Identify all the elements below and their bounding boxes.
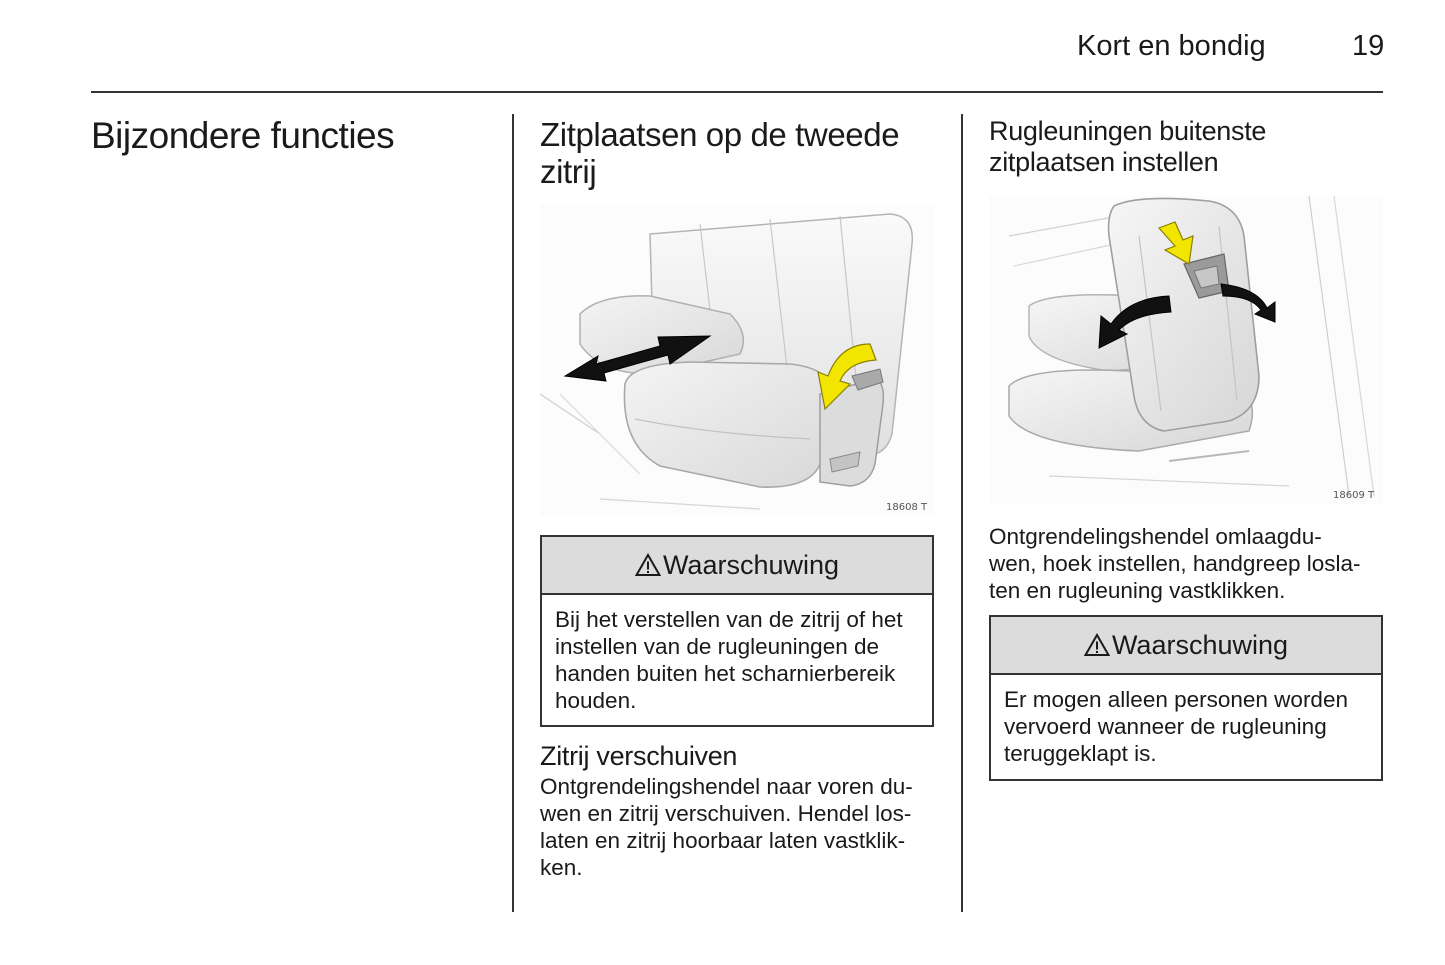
column-divider-left (512, 114, 514, 912)
page-number: 19 (1352, 30, 1385, 62)
backrest-adjust-illustration (989, 196, 1383, 504)
warning-triangle-icon (635, 553, 661, 577)
column-divider-right (961, 114, 963, 912)
subheading-slide-row: Zitrij verschuiven (540, 741, 738, 771)
warning-title: Waarschuwing (662, 549, 840, 580)
warning-text: Er mogen alleen personen worden vervoerd wanneer de rugleuning teruggeklapt is. (1004, 687, 1348, 766)
warning-title: Waarschuwing (1111, 629, 1289, 660)
warning-header (991, 617, 1381, 675)
warning-text: Bij het verstellen van de zitrij of het instellen van de rugleuningen de handen buiten het scharnierbereik houden. (555, 607, 903, 713)
warning-box-seat-row (540, 535, 934, 727)
backrest-instructions: Ontgrendelingshendel omlaagdu- wen, hoek instellen, handgreep losla- ten en rugleuning vastklikken. (989, 524, 1361, 603)
seat-slide-drawing (540, 204, 934, 516)
warning-box-backrest (989, 615, 1383, 781)
warning-header (542, 537, 932, 595)
seat-slide-illustration (540, 204, 934, 516)
figure-code: 18609 T (1333, 490, 1375, 501)
warning-triangle-icon (1084, 633, 1110, 657)
figure-code: 18608 T (886, 502, 928, 513)
backrest-adjust-drawing (989, 196, 1383, 504)
slide-row-instructions: Ontgrendelingshendel naar voren du- wen en zitrij verschuiven. Hendel los- laten en zitrij hoorbaar laten vastklik- ken. (540, 774, 913, 880)
chapter-heading: Bijzondere functies (91, 115, 395, 156)
header-rule (91, 91, 1383, 93)
section-heading-second-row-seats: Zitplaatsen op de tweede zitrij (540, 116, 900, 190)
running-header-title: Kort en bondig (1077, 30, 1266, 62)
section-heading-outer-backrests: Rugleuningen buitenste zitplaatsen instellen (989, 116, 1267, 177)
